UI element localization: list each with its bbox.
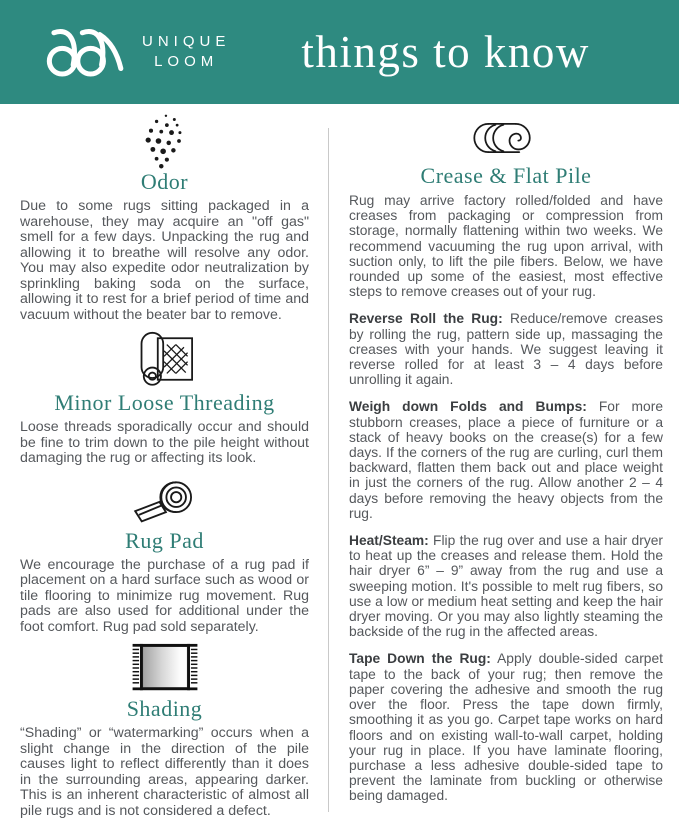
odor-icon-row — [20, 116, 309, 166]
section-body-rug-pad: We encourage the purchase of a rug pad if placement on a hard surface such as wood or tile flooring to minimize rug movement. Rug pads are also used for additional under the foot comfort. Rug pad sold separately. — [20, 556, 309, 635]
section-rug-pad — [20, 475, 309, 636]
section-odor — [20, 116, 309, 323]
content-area — [0, 104, 679, 824]
header-banner — [0, 0, 679, 104]
tip-weigh-down — [349, 399, 663, 521]
section-title-threading: Minor Loose Threading — [54, 390, 275, 415]
section-body-odor: Due to some rugs sitting packaged in a warehouse, they may acquire an "off gas" smell for a few days. Unpacking the rug and allowing it to breathe will resolve any odor. You may also expedite odor neutralization by sprinkling baking soda on the surface, allowing it to rest for a brief period of time and vacuum without the beater bar to remove. — [20, 198, 309, 323]
column-divider — [328, 128, 329, 812]
brand-logo — [42, 22, 230, 82]
threading-icon-row — [20, 331, 309, 387]
tip-tape-down-body: Apply double-sided carpet tape to the back of your rug; then remove the paper covering the adhesive and smooth the rug over the floor. Press the tape down firmly, smoothing it as you go. Carpet tape works on hard floors and on existing wall-to-wall carpet, holding your rug in place. If you have laminate flooring, purchase a less adhesive double-sided tape to prevent the laminate from buckling or otherwise being damaged. — [349, 651, 663, 804]
section-body-shading: “Shading” or “watermarking” occurs when a slight change in the direction of the pile causes light to reflect differently than it does in the surrounding areas, appearing darker. This is an inherent characteristic of almost all pile rugs and is not considered a defect. — [20, 725, 309, 819]
tip-weigh-down-lead: Weigh down Folds and Bumps: — [349, 399, 587, 415]
unique-loom-logo-icon — [42, 22, 130, 82]
section-title-odor: Odor — [140, 169, 189, 194]
brand-name-line1: UNIQUE — [142, 33, 231, 50]
right-column — [328, 104, 679, 824]
shaded-rug-icon — [129, 643, 201, 693]
rug-pad-roll-icon — [131, 473, 199, 527]
tip-reverse-roll-body: Reduce/remove creases by rolling the rug, pattern side up, massaging the creases with your hands. We suggest leaving it reverse rolled for at least 3 – 4 days before unrolling it again. — [349, 311, 663, 388]
rolled-rug-spiral-icon — [468, 116, 544, 160]
brand-name — [142, 32, 230, 72]
section-title-shading: Shading — [126, 696, 203, 721]
section-body-crease: Rug may arrive factory rolled/folded and have creases from packaging or compression from storage, normally flattening within two weeks. We recommend vacuuming the rug upon arrival, with suction only, to lift the pile fibers. Below, we have rounded up some of the easiest, most effective steps to remove creases out of your rug. — [349, 193, 663, 300]
tip-heat-steam-lead: Heat/Steam: — [349, 533, 429, 549]
section-minor-loose-threading — [20, 331, 309, 467]
tip-reverse-roll-lead: Reverse Roll the Rug: — [349, 311, 503, 327]
shading-icon-row — [20, 643, 309, 693]
tip-weigh-down-body: For more stubborn creases, place a piece of furniture or a stack of heavy books on the crease(s) for a few days. If the corners of the rug are curling, curl them backward, flatten them back out and place weight in just the corners of the rug. Allow another 2 – 4 days before removing the heavy objects from the rug. — [349, 399, 663, 521]
rug-pad-icon-row — [20, 475, 309, 525]
tip-heat-steam — [349, 533, 663, 639]
brand-name-line2: LOOM — [154, 53, 219, 70]
section-title-rug-pad: Rug Pad — [125, 527, 204, 553]
section-shading — [20, 643, 309, 819]
odor-specks-icon — [140, 113, 190, 169]
rolled-rug-crosshatch-icon — [134, 331, 196, 387]
tip-tape-down-lead: Tape Down the Rug: — [349, 651, 491, 667]
tip-tape-down — [349, 651, 663, 803]
tip-reverse-roll — [349, 311, 663, 387]
tip-heat-steam-body: Flip the rug over and use a hair dryer to heat up the creases and release them. Hold the hair dryer 6” – 9” away from the rug and use a sweeping motion. It's possible to melt rug fibers, so use a low or medium heat setting and keep the hair dryer moving. Or you may also lightly steaming the backside of the rug in the affected areas. — [349, 533, 663, 640]
section-title-crease: Crease & Flat Pile — [420, 163, 592, 188]
left-column — [0, 104, 328, 824]
section-crease-flat-pile — [349, 116, 663, 299]
section-body-threading: Loose threads sporadically occur and should be fine to trim down to the pile height without damaging the rug or affecting its look. — [20, 419, 309, 466]
crease-icon-row — [349, 116, 663, 160]
page-title: things to know — [301, 27, 590, 77]
